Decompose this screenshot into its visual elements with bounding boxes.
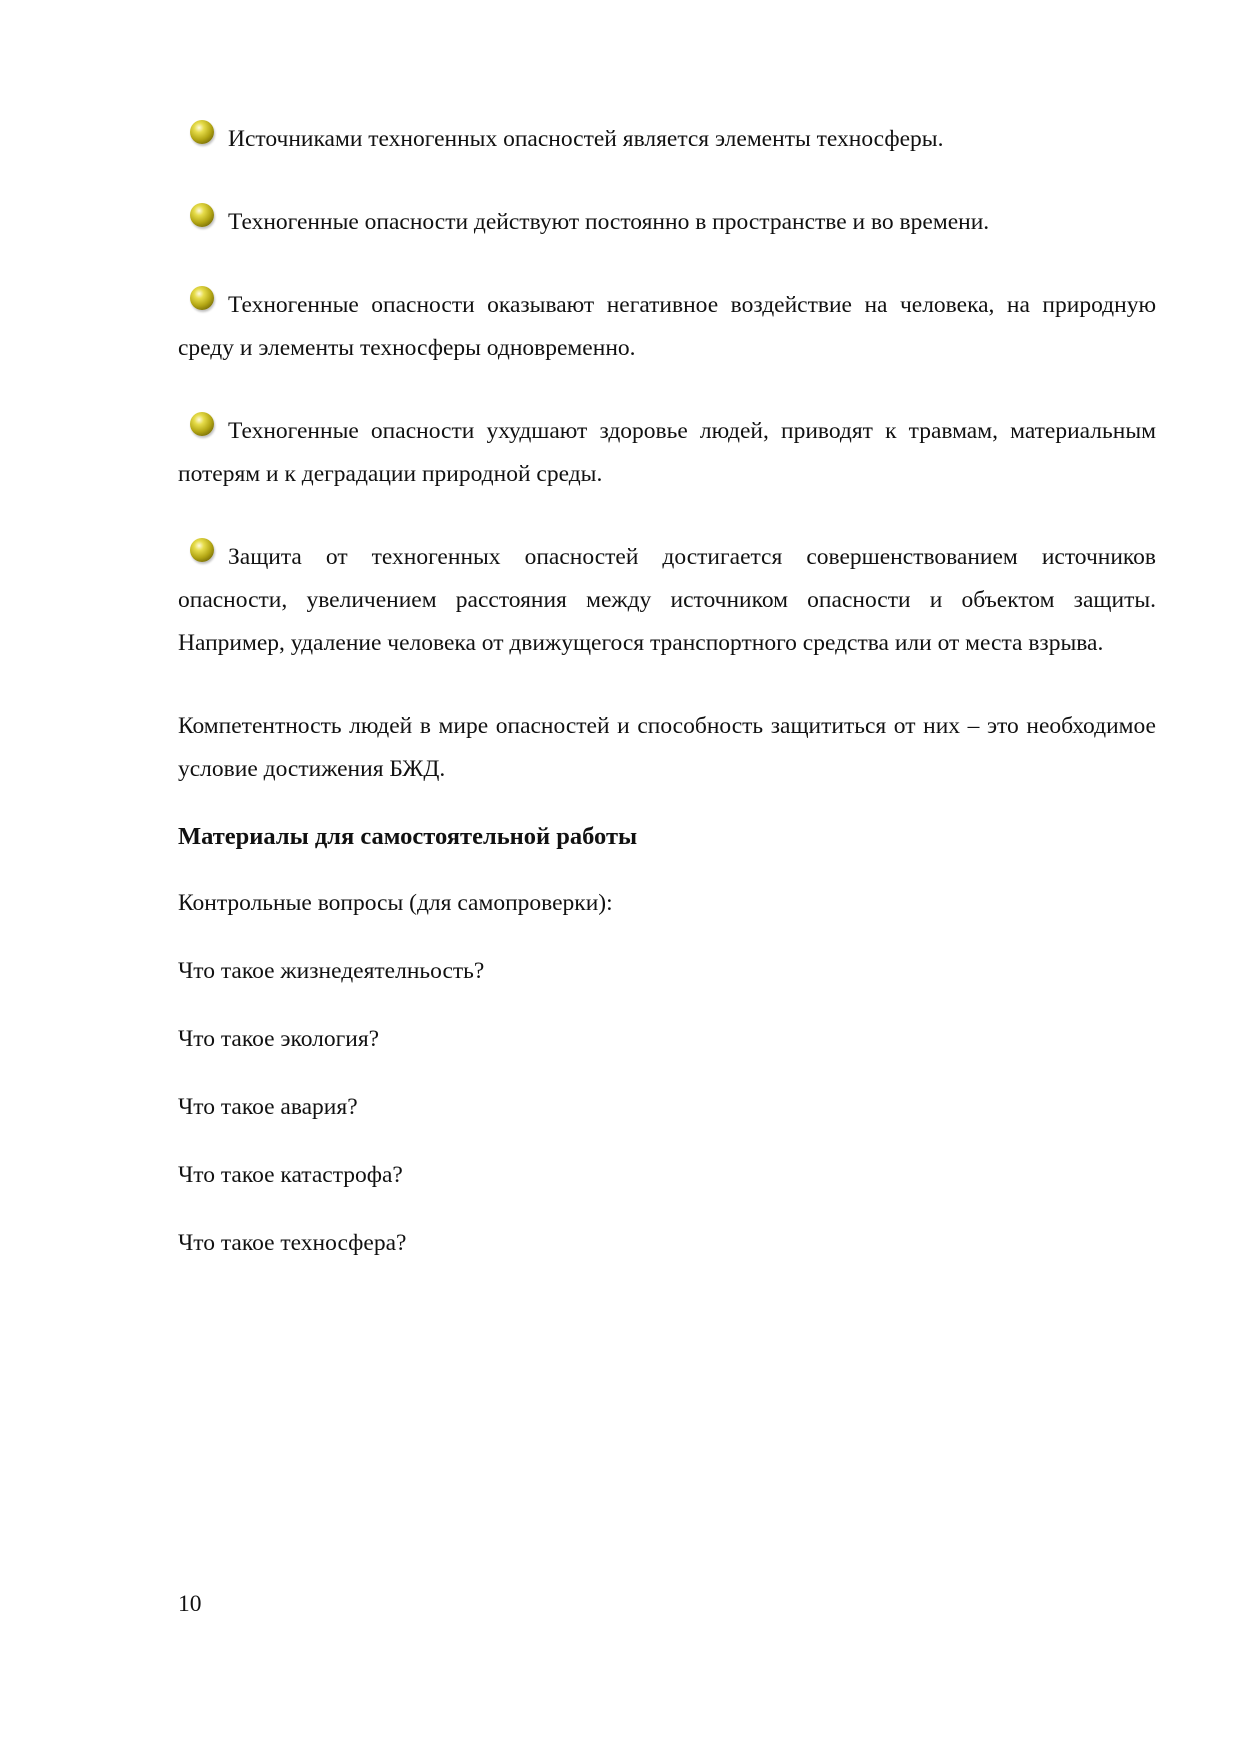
bullet-text: Защита от техногенных опасностей достигается совершенствованием источников опасности, увеличением расстояния между источником опасности и объектом защиты. Например, удаление человека от движущегося транспортного средства или от места взрыва. <box>178 544 1156 656</box>
bullet-text: Техногенные опасности оказывают негативное воздействие на человека, на природную среду и элементы техносферы одновременно. <box>178 292 1156 361</box>
bullet-text: Техногенные опасности ухудшают здоровье людей, приводят к травмам, материальным потерям и к деградации природной среды. <box>178 418 1156 487</box>
gold-ball-bullet-icon <box>190 412 214 436</box>
bullet-paragraph-2 <box>178 201 1156 244</box>
questions-intro: Контрольные вопросы (для самопроверки): <box>178 890 613 916</box>
question-item-5: Что такое техносфера? <box>178 1230 407 1256</box>
gold-ball-bullet-icon <box>190 203 214 227</box>
bullet-text: Источниками техногенных опасностей является элементы техносферы. <box>228 126 944 152</box>
question-item-2: Что такое экология? <box>178 1026 380 1052</box>
bullet-text: Техногенные опасности действуют постоянно в пространстве и во времени. <box>228 209 990 235</box>
question-item-4: Что такое катастрофа? <box>178 1162 403 1188</box>
bullet-paragraph-3 <box>178 284 1156 370</box>
document-page <box>178 118 1156 1290</box>
competence-paragraph: Компетентность людей в мире опасностей и способность защититься от них – это необходимое условие достижения БЖД. <box>178 713 1156 782</box>
gold-ball-bullet-icon <box>190 286 214 310</box>
question-item-3: Что такое авария? <box>178 1094 358 1120</box>
page-number: 10 <box>178 1591 202 1617</box>
bullet-paragraph-1 <box>178 118 1156 161</box>
section-heading: Материалы для самостоятельной работы <box>178 823 638 850</box>
gold-ball-bullet-icon <box>190 538 214 562</box>
question-item-1: Что такое жизнедеятелньость? <box>178 958 485 984</box>
gold-ball-bullet-icon <box>190 120 214 144</box>
bullet-paragraph-4 <box>178 410 1156 496</box>
bullet-paragraph-5 <box>178 536 1156 665</box>
